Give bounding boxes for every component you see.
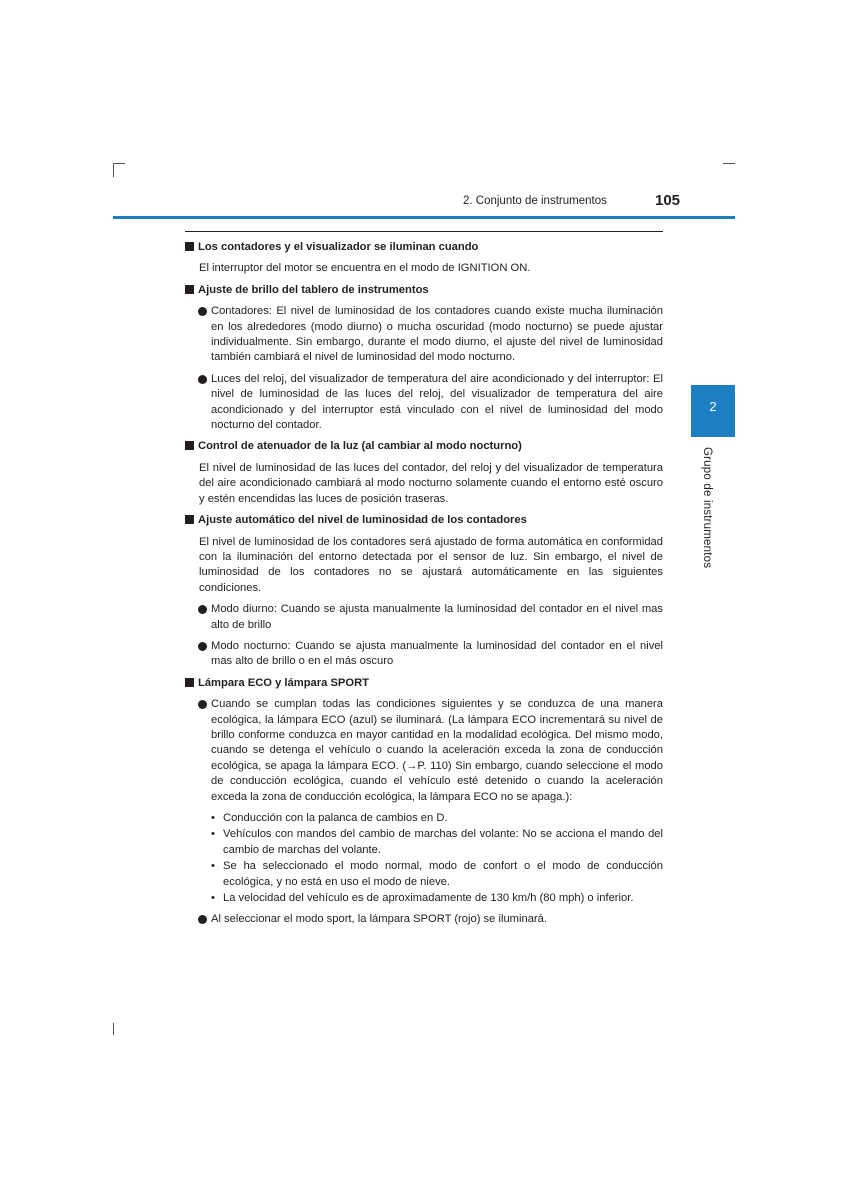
page-number: 105 (655, 192, 681, 209)
bullet-item: Modo diurno: Cuando se ajusta manualmente la luminosidad del contador en el nivel mas alto de brillo (211, 602, 663, 633)
dot-marker-icon: • (211, 860, 215, 873)
square-bullet-icon (185, 441, 194, 450)
chapter-tab (691, 385, 735, 437)
sub-bullet-item: • La velocidad del vehículo es de aproximadamente de 130 km/h (80 mph) o inferior. (223, 891, 663, 906)
running-header-section: 2. Conjunto de instrumentos (463, 195, 607, 207)
dot-marker-icon: • (211, 892, 215, 905)
sub-bullet-item: • Conducción con la palanca de cambios en D. (223, 811, 663, 826)
bullet-item: Modo nocturno: Cuando se ajusta manualmente la luminosidad del contador en el nivel mas alto de brillo o en el más oscuro (211, 639, 663, 670)
section-heading: Ajuste automático del nivel de luminosidad de los contadores (185, 513, 663, 528)
dot-marker-icon: • (211, 812, 215, 824)
section-heading: Lámpara ECO y lámpara SPORT (185, 676, 663, 691)
section-heading: Los contadores y el visualizador se iluminan cuando (185, 240, 663, 255)
crop-mark-top-left-h (113, 163, 125, 164)
chapter-number: 2 (709, 399, 717, 414)
bullet-item: Luces del reloj, del visualizador de temperatura del aire acondicionado y del interruptor: El nivel de luminosidad de las luces del reloj, del visualizador de temperatura del aire acondicionado y del interruptor está vinculado con el nivel de luminosidad del modo nocturno del contador. (211, 372, 663, 434)
crop-mark-top-right-h (723, 163, 735, 164)
dot-marker-icon: • (211, 828, 215, 841)
content-top-rule (185, 231, 663, 232)
paragraph: El interruptor del motor se encuentra en el modo de IGNITION ON. (199, 262, 531, 275)
sub-bullet-item: • Se ha seleccionado el modo normal, modo de confort o el modo de conducción ecológica, y no está en uso el modo de nieve. (211, 860, 663, 888)
square-bullet-icon (185, 242, 194, 251)
bullet-item: Cuando se cumplan todas las condiciones siguientes y se conduzca de una manera ecológica, la lámpara ECO (azul) se iluminará. (La lámpara ECO incrementará su nivel de brillo conforme conduzca en mayor cantidad en la modalidad ecológica. Del mismo modo, cuando se detenga el vehículo o cuando la aceleración exceda la zona de conducción ecológica, se apaga la lámpara ECO. (→P. 110) Sin embargo, cuando seleccione el modo de conducción ecológica, cuando el vehículo esté detenido o cuando la aceleración exceda la zona de conducción ecológica, la lámpara ECO no se apaga.): (211, 697, 663, 805)
section-heading: Ajuste de brillo del tablero de instrumentos (185, 283, 663, 298)
circle-bullet-icon (198, 375, 207, 384)
circle-bullet-icon (198, 605, 207, 614)
bullet-item: Contadores: El nivel de luminosidad de los contadores cuando existe mucha iluminación en los alrededores (modo diurno) o mucha oscuridad (modo nocturno) se puede ajustar individualmente. Sin embargo, durante el modo diurno, el ajuste del nivel de luminosidad también cambiará el nivel de luminosidad del modo nocturno. (211, 304, 663, 366)
bullet-item: Al seleccionar el modo sport, la lámpara SPORT (rojo) se iluminará. (211, 912, 663, 927)
paragraph: El nivel de luminosidad de las luces del contador, del reloj y del visualizador de temperatura del aire acondicionado cambiará al modo nocturno solamente cuando el entorno esté oscuro y estén encendidas las luces de posición traseras. (199, 461, 663, 505)
sub-bullet-item: • Vehículos con mandos del cambio de marchas del volante: No se acciona el mando del cambio de marchas del volante. (211, 828, 663, 856)
header-rule (113, 216, 735, 219)
page-content (185, 238, 663, 934)
square-bullet-icon (185, 678, 194, 687)
circle-bullet-icon (198, 307, 207, 316)
circle-bullet-icon (198, 915, 207, 924)
paragraph: El nivel de luminosidad de los contadores será ajustado de forma automática en conformidad con la iluminación del entorno detectada por el sensor de luz. Sin embargo, el nivel de luminosidad de los contadores no se ajustará automáticamente en las siguientes condiciones. (199, 535, 663, 594)
circle-bullet-icon (198, 700, 207, 709)
crop-mark-bottom-left-v (113, 1023, 114, 1035)
crop-mark-top-left-v (113, 163, 114, 177)
square-bullet-icon (185, 515, 194, 524)
section-heading: Control de atenuador de la luz (al cambiar al modo nocturno) (185, 439, 663, 454)
circle-bullet-icon (198, 642, 207, 651)
chapter-label: Grupo de instrumentos (701, 447, 713, 569)
square-bullet-icon (185, 285, 194, 294)
